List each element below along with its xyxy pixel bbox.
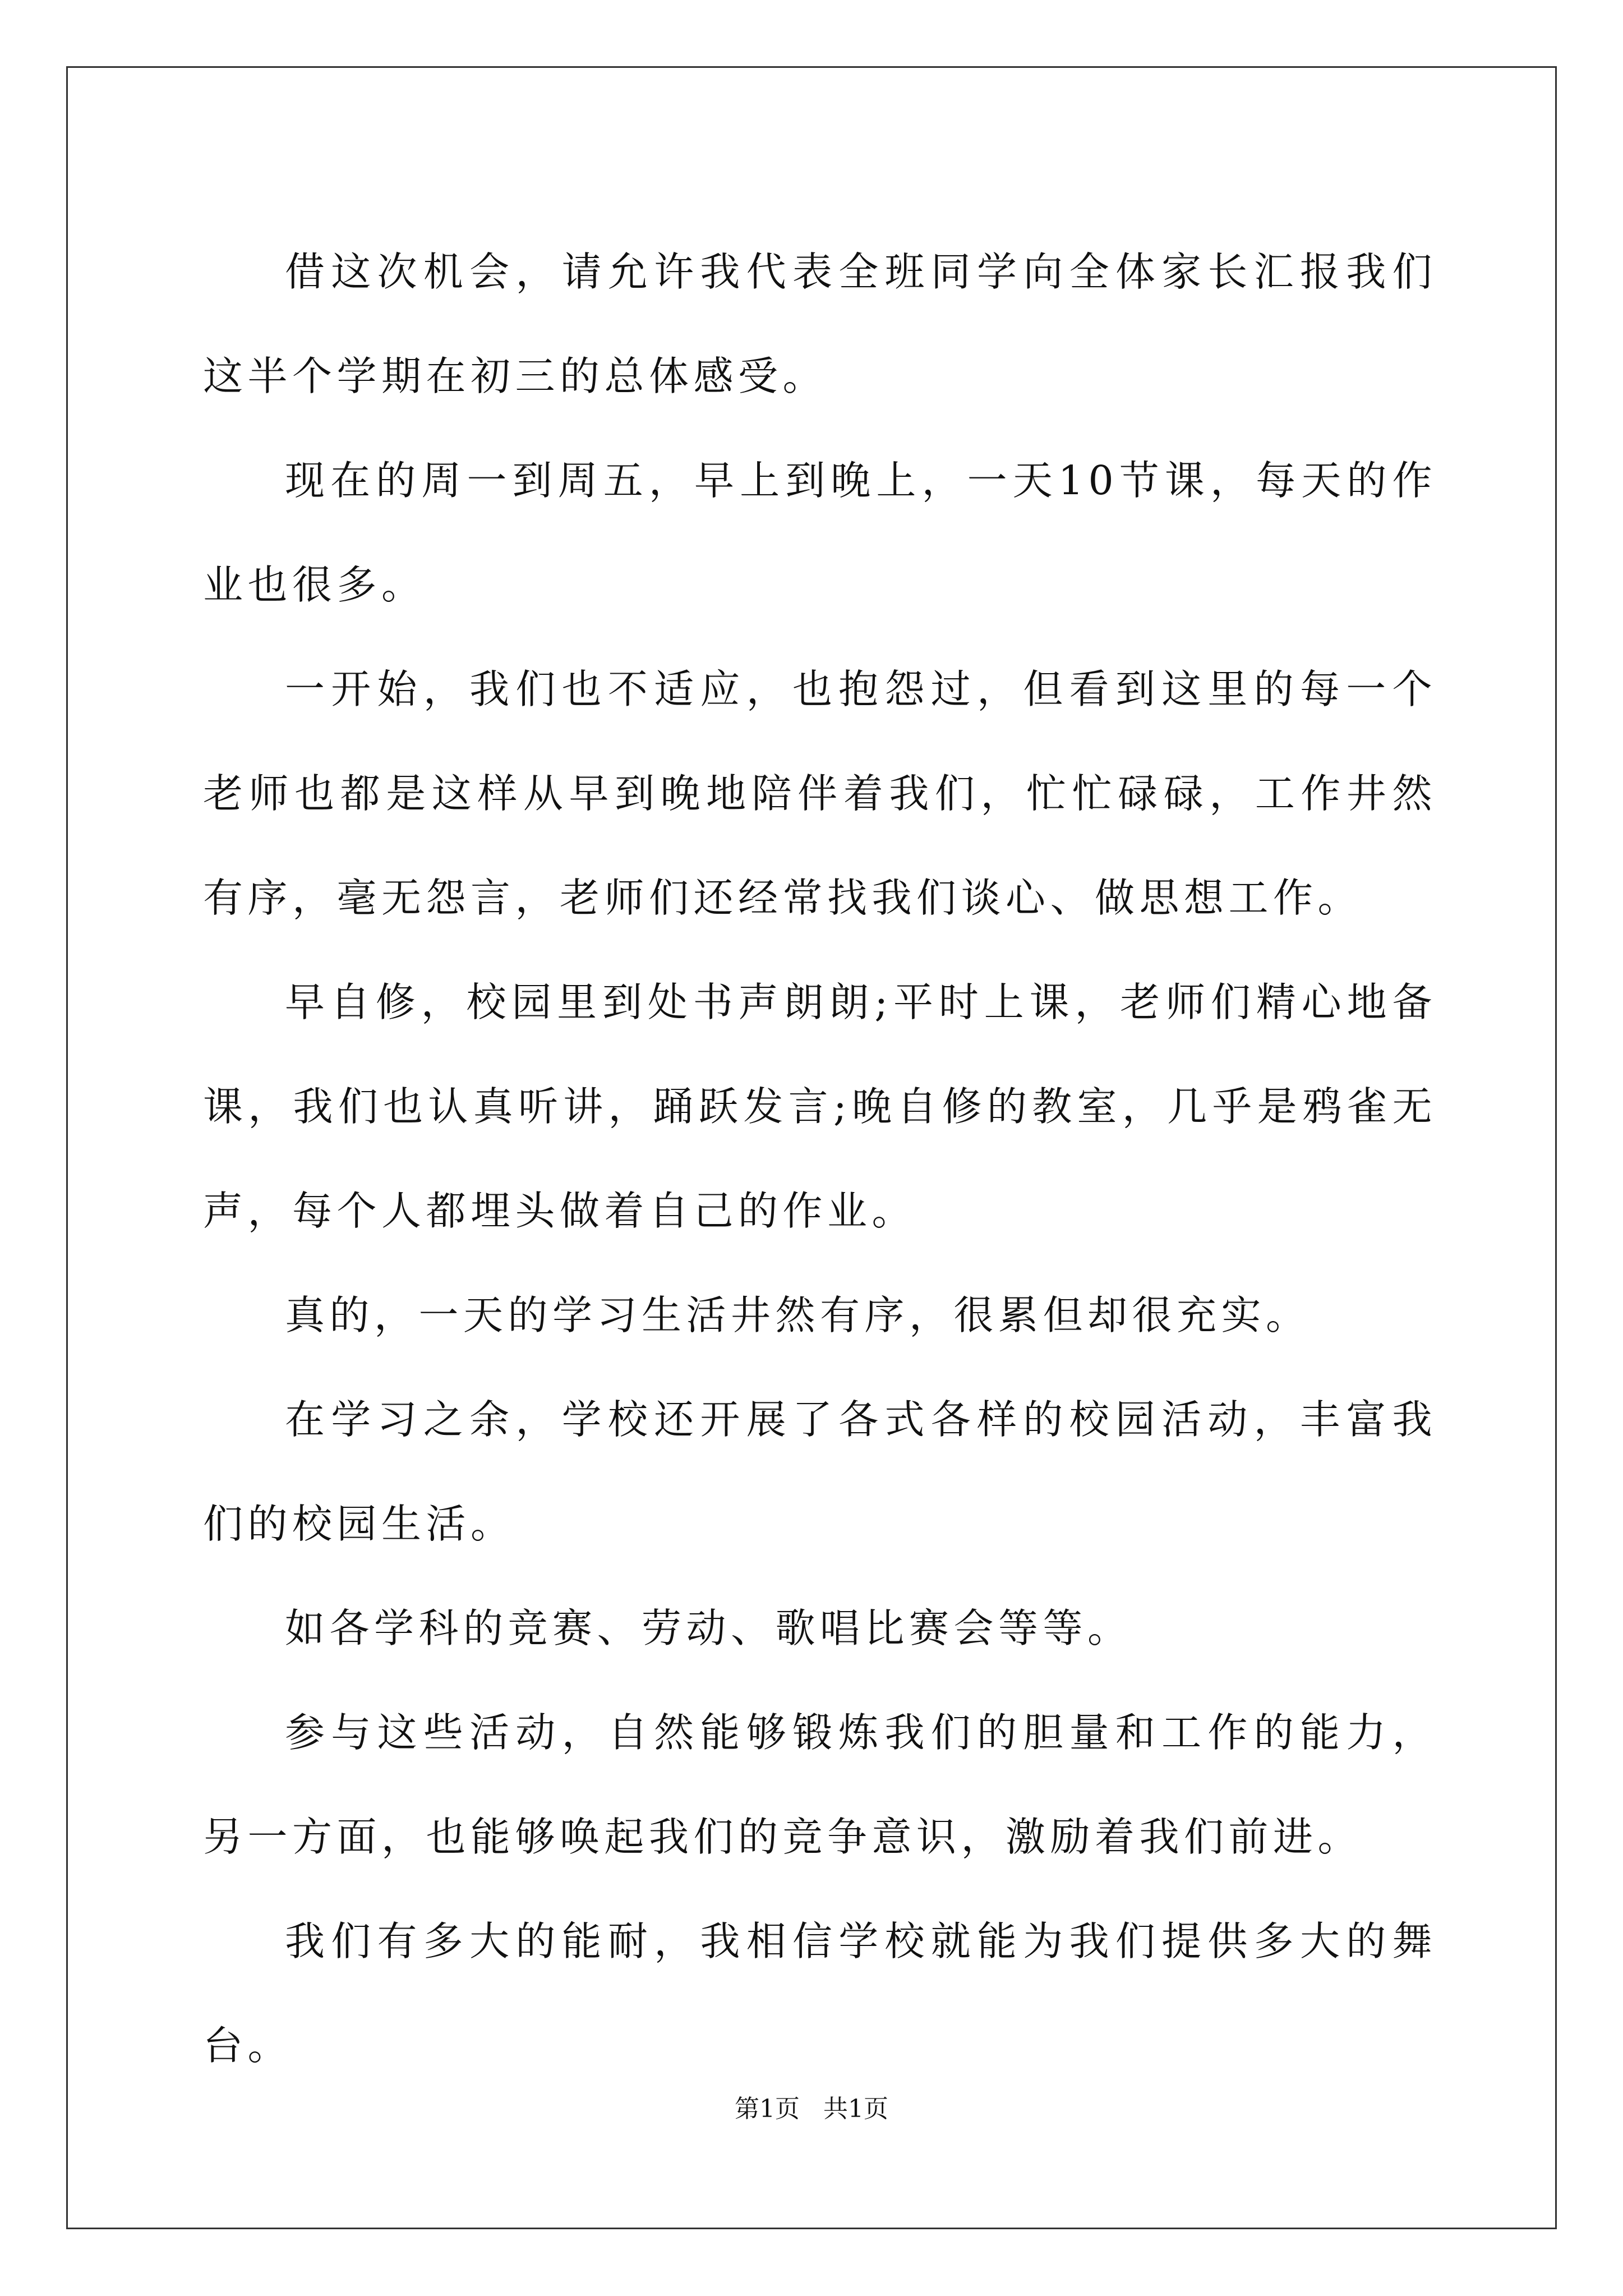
- paragraph: 在学习之余，学校还开展了各式各样的校园活动，丰富我们的校园生活。: [203, 1396, 1437, 1547]
- paragraph: 参与这些活动，自然能够锻炼我们的胆量和工作的能力，另一方面，也能够唤起我们的竞争意识，激励着我们前进。: [203, 1709, 1437, 1860]
- paragraph: 借这次机会，请允许我代表全班同学向全体家长汇报我们这半个学期在初三的总体感受。: [203, 249, 1437, 399]
- footer-spacer: [800, 2095, 823, 2123]
- paragraph: 早自修，校园里到处书声朗朗;平时上课，老师们精心地备课，我们也认真听讲，踊跃发言;晚自修的教室，几乎是鸦雀无声，每个人都埋头做着自己的作业。: [203, 979, 1437, 1234]
- paragraph: 我们有多大的能耐，我相信学校就能为我们提供多大的舞台。: [203, 1918, 1437, 2069]
- document-body: [203, 220, 1437, 2098]
- paragraph: 现在的周一到周五，早上到晚上，一天10节课，每天的作业也很多。: [203, 457, 1437, 608]
- paragraph: 一开始，我们也不适应，也抱怨过，但看到这里的每一个老师也都是这样从早到晚地陪伴着我们，忙忙碌碌，工作井然有序，毫无怨言，老师们还经常找我们谈心、做思想工作。: [203, 666, 1437, 921]
- page-total: 共1页: [823, 2095, 888, 2123]
- page-number: 第1页: [735, 2095, 800, 2123]
- paragraph: 如各学科的竞赛、劳动、歌唱比赛会等等。: [285, 1605, 1132, 1651]
- page-footer: [0, 2092, 1623, 2126]
- paragraph: 真的，一天的学习生活井然有序，很累但却很充实。: [285, 1292, 1311, 1338]
